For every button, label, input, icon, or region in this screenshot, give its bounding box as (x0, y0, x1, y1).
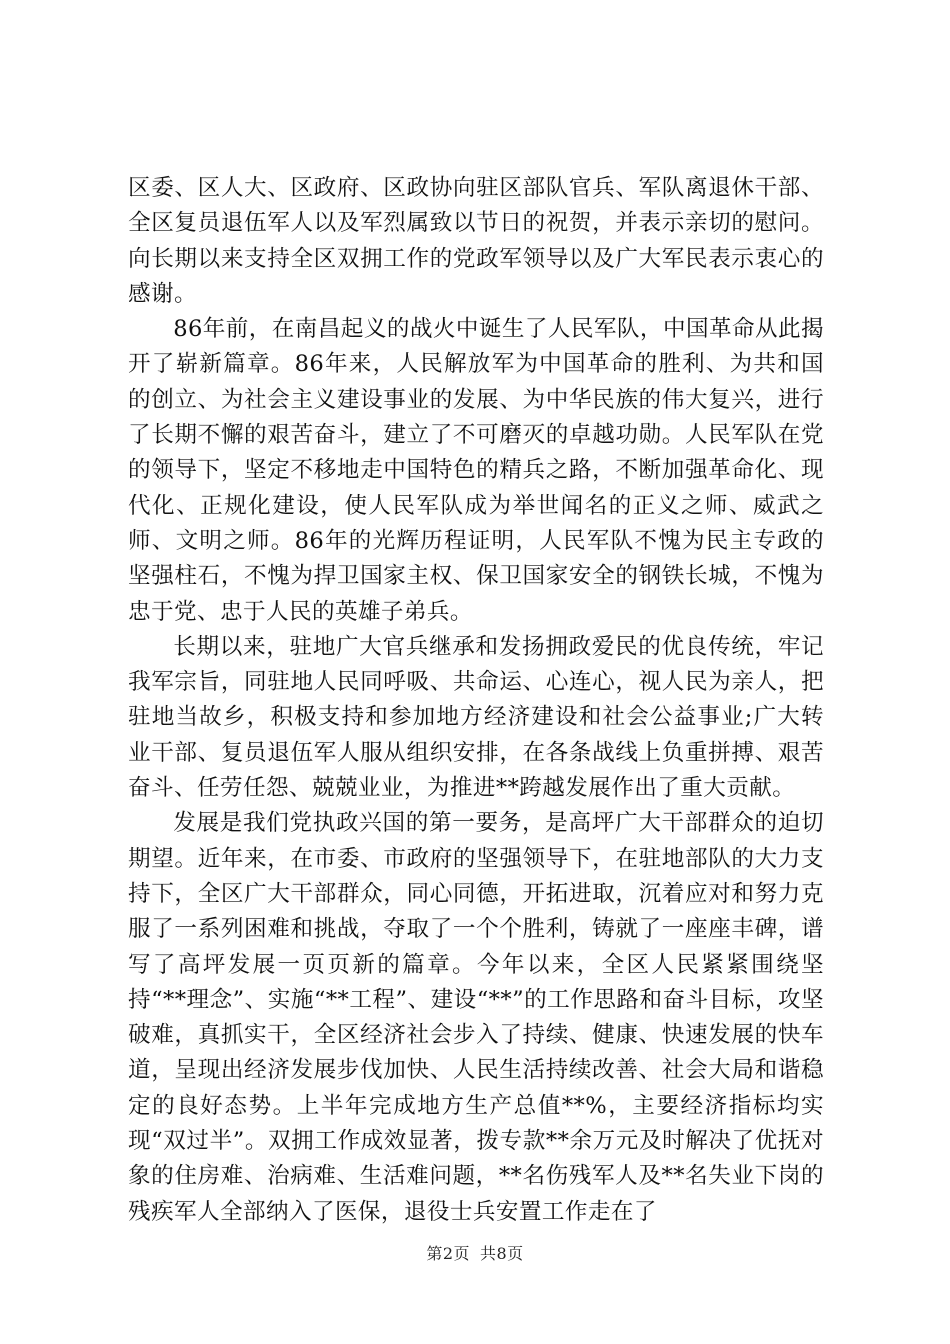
document-body (128, 171, 824, 1230)
paragraph-4: 发展是我们党执政兴国的第一要务，是高坪广大干部群众的迫切期望。近年来，在市委、市政府的坚强领导下，在驻地部队的大力支持下，全区广大干部群众，同心同德，开拓进取，沉着应对和努力克服了一系列困难和挑战，夺取了一个个胜利，铸就了一座座丰碑，谱写了高坪发展一页页新的篇章。今年以来，全区人民紧紧围绕坚持“**理念”、实施“**工程”、建设“**”的工作思路和奋斗目标，攻坚破难，真抓实干，全区经济社会步入了持续、健康、快速发展的快车道，呈现出经济发展步伐加快、人民生活持续改善、社会大局和谐稳定的良好态势。上半年完成地方生产总值**%，主要经济指标均实现“双过半”。双拥工作成效显著，拨专款**余万元及时解决了优抚对象的住房难、治病难、生活难问题，**名伤残军人及**名失业下岗的残疾军人全部纳入了医保，退役士兵安置工作走在了 (128, 810, 824, 1225)
page-footer (0, 1241, 950, 1264)
paragraph-3: 长期以来，驻地广大官兵继承和发扬拥政爱民的优良传统，牢记我军宗旨，同驻地人民同呼吸、共命运、心连心，视人民为亲人，把驻地当故乡，积极支持和参加地方经济建设和社会公益事业;广大转业干部、复员退伍军人服从组织安排，在各条战线上负重拼搏、艰苦奋斗、任劳任怨、兢兢业业，为推进**跨越发展作出了重大贡献。 (128, 633, 824, 802)
paragraph-2: 86年前，在南昌起义的战火中诞生了人民军队，中国革命从此揭开了崭新篇章。86年来，人民解放军为中国革命的胜利、为共和国的创立、为社会主义建设事业的发展、为中华民族的伟大复兴，进行了长期不懈的艰苦奋斗，建立了不可磨灭的卓越功勋。人民军队在党的领导下，坚定不移地走中国特色的精兵之路，不断加强革命化、现代化、正规化建设，使人民军队成为举世闻名的正义之师、威武之师、文明之师。86年的光辉历程证明，人民军队不愧为民主专政的坚强柱石，不愧为捍卫国家主权、保卫国家安全的钢铁长城，不愧为忠于党、忠于人民的英雄子弟兵。 (128, 316, 824, 625)
page-number: 第2页 (426, 1244, 470, 1263)
paragraph-1: 区委、区人大、区政府、区政协向驻区部队官兵、军队离退休干部、全区复员退伍军人以及军烈属致以节日的祝贺，并表示亲切的慰问。向长期以来支持全区双拥工作的党政军领导以及广大军民表示衷心的感谢。 (128, 175, 824, 307)
page-total: 共8页 (480, 1244, 524, 1263)
